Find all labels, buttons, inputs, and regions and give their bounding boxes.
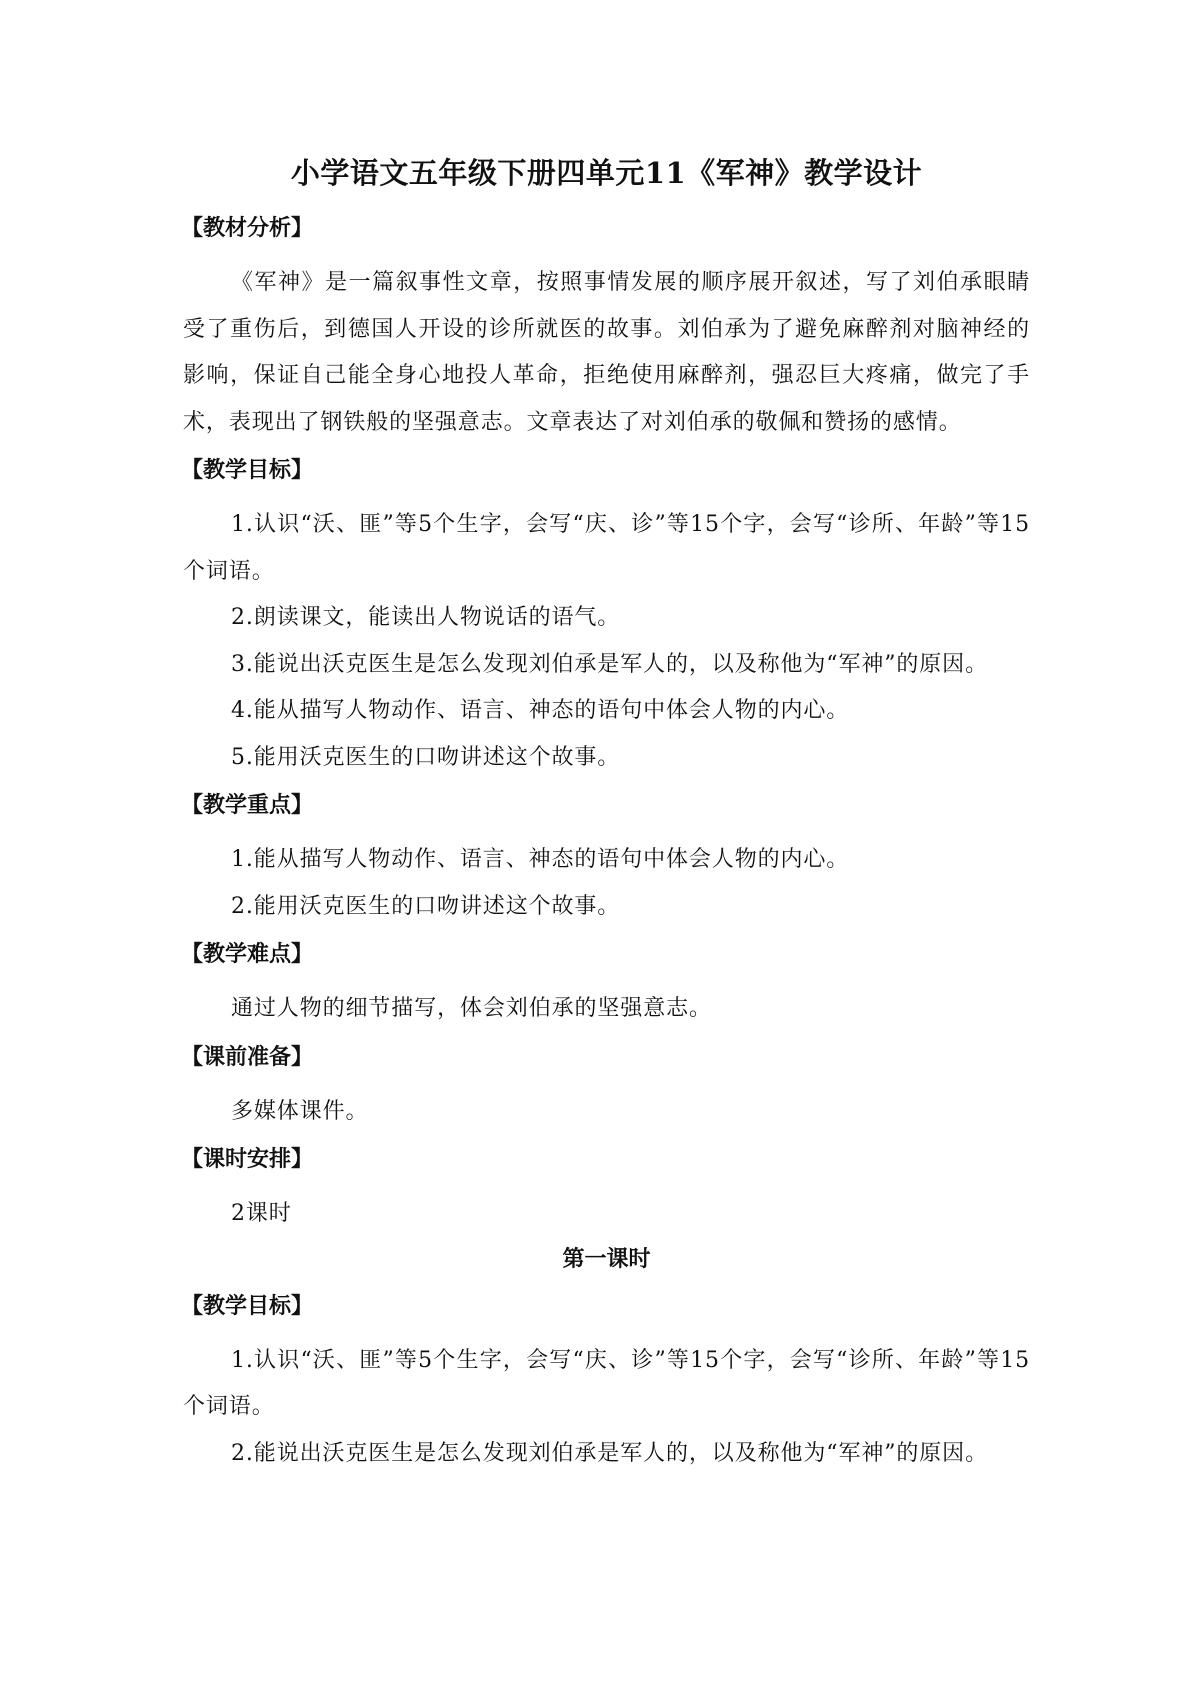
section-heading-analysis: 【教材分析】 — [181, 215, 314, 241]
document-title: 小学语文五年级下册四单元11《军神》教学设计 — [290, 156, 923, 190]
goal-item: 5.能用沃克医生的口吻讲述这个故事。 — [231, 744, 621, 770]
preparation-paragraph: 多媒体课件。 — [231, 1098, 369, 1124]
section-heading-goals: 【教学目标】 — [181, 457, 314, 483]
section-heading-lesson-goals: 【教学目标】 — [181, 1292, 314, 1319]
section-heading-keypoints: 【教学重点】 — [181, 792, 314, 818]
section-heading-difficulties: 【教学难点】 — [181, 941, 314, 967]
section-heading-schedule: 【课时安排】 — [181, 1146, 314, 1172]
section-heading-preparation: 【课前准备】 — [181, 1043, 314, 1070]
lesson-goal-item: 1.认识“沃、匪”等5个生字，会写“庆、诊”等15个字，会写“诊所、年龄”等15个词语。 — [183, 1347, 1030, 1419]
goal-item: 4.能从描写人物动作、语言、神态的语句中体会人物的内心。 — [231, 698, 850, 723]
lesson-title: 第一课时 — [562, 1245, 651, 1272]
lesson-goal-item: 2.能说出沃克医生是怎么发现刘伯承是军人的，以及称他为“军神”的原因。 — [231, 1440, 988, 1466]
keypoint-item: 1.能从描写人物动作、语言、神态的语句中体会人物的内心。 — [231, 847, 850, 872]
schedule-paragraph: 2课时 — [231, 1201, 292, 1226]
difficulties-paragraph: 通过人物的细节描写，体会刘伯承的坚强意志。 — [231, 996, 712, 1021]
goal-item: 2.朗读课文，能读出人物说话的语气。 — [231, 605, 621, 630]
goal-item: 1.认识“沃、匪”等5个生字，会写“庆、诊”等15个字，会写“诊所、年龄”等15个词语。 — [183, 512, 1030, 584]
analysis-paragraph: 《军神》是一篇叙事性文章，按照事情发展的顺序展开叙述，写了刘伯承眼睛受了重伤后，到德国人开设的诊所就医的故事。刘伯承为了避免麻醉剂对脑神经的影响，保证自己能全身心地投人革命，拒绝使用麻醉剂，强忍巨大疼痛，做完了手术，表现出了钢铁般的坚强意志。文章表达了对刘伯承的敬佩和赞扬的感情。 — [183, 270, 1030, 435]
keypoint-item: 2.能用沃克医生的口吻讲述这个故事。 — [231, 893, 621, 919]
goal-item: 3.能说出沃克医生是怎么发现刘伯承是军人的，以及称他为“军神”的原因。 — [231, 651, 988, 677]
